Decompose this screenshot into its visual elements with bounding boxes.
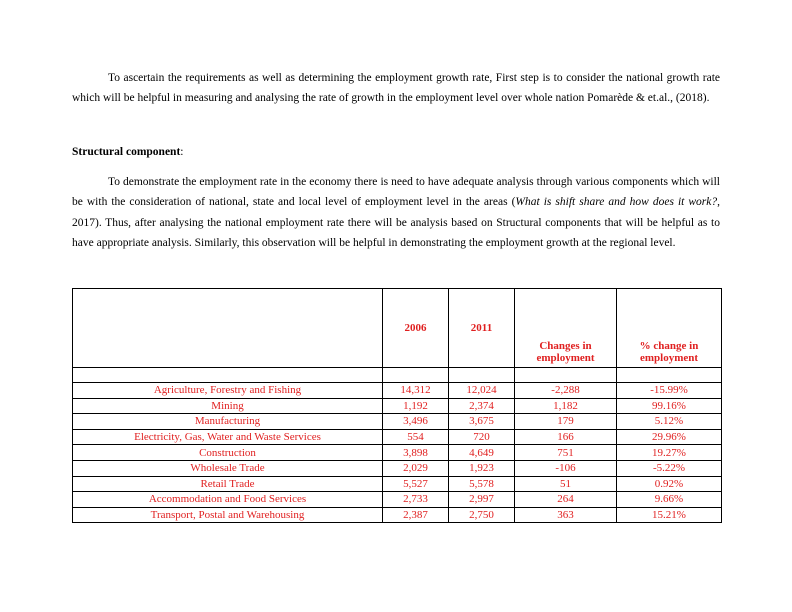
table-row [73,476,722,492]
table-row [73,507,722,523]
value-cell: 2,374 [449,398,515,414]
value-cell: 99.16% [617,398,722,414]
industry-cell: Wholesale Trade [73,460,383,476]
value-cell: -106 [515,460,617,476]
value-cell: 2,997 [449,492,515,508]
industry-cell: Electricity, Gas, Water and Waste Services [73,429,383,445]
industry-cell: Transport, Postal and Warehousing [73,507,383,523]
structural-paragraph-after: , 2017). Thus, after analysing the national employment rate there will be analysis based on Structural components that will be helpful as to have appropriate analysis. Similarly, this observation will be helpful in demonstrating the employment growth at the regional level. [72,196,720,250]
industry-cell: Accommodation and Food Services [73,492,383,508]
value-cell: 5.12% [617,414,722,430]
value-cell: 2,387 [383,507,449,523]
value-cell: 363 [515,507,617,523]
employment-table [72,288,722,523]
table-header-row [73,289,722,368]
table-row [73,383,722,399]
value-cell: 9.66% [617,492,722,508]
value-cell: 12,024 [449,383,515,399]
table-row [73,445,722,461]
industry-cell: Agriculture, Forestry and Fishing [73,383,383,399]
value-cell: 2,750 [449,507,515,523]
value-cell: -5.22% [617,460,722,476]
value-cell: 4,649 [449,445,515,461]
value-cell: 3,675 [449,414,515,430]
table-row [73,429,722,445]
industry-cell: Manufacturing [73,414,383,430]
table-blank-row [73,368,722,383]
table-row [73,492,722,508]
structural-paragraph-before: To demonstrate the employment rate in the economy there is need to have adequate analysis through various components which will be with the consideration of national, state and local level of employment level in the areas ( [72,176,720,209]
value-cell: 179 [515,414,617,430]
value-cell: 5,578 [449,476,515,492]
value-cell: 29.96% [617,429,722,445]
section-heading-label: Structural component [72,146,181,158]
value-cell: 3,496 [383,414,449,430]
industry-cell: Mining [73,398,383,414]
section-heading-suffix: : [180,146,184,158]
value-cell: 751 [515,445,617,461]
value-cell: -15.99% [617,383,722,399]
value-cell: 0.92% [617,476,722,492]
value-cell: 2,029 [383,460,449,476]
table-row [73,414,722,430]
header-cell-industry [73,289,383,368]
table-row [73,398,722,414]
section-heading [72,142,720,162]
value-cell: 2,733 [383,492,449,508]
value-cell: 3,898 [383,445,449,461]
header-cell-2011: 2011 [449,289,515,368]
value-cell: 15.21% [617,507,722,523]
value-cell: 1,923 [449,460,515,476]
value-cell: 166 [515,429,617,445]
intro-paragraph: To ascertain the requirements as well as determining the employment growth rate, First step is to consider the national growth rate which will be helpful in measuring and analysing the rate of growth in the employment level over whole nation Pomarède & et.al., (2018). [72,72,720,105]
value-cell: 14,312 [383,383,449,399]
table-body [73,383,722,523]
value-cell: 720 [449,429,515,445]
header-cell-change: Changes in employment [515,289,617,368]
value-cell: 1,182 [515,398,617,414]
value-cell: 5,527 [383,476,449,492]
industry-cell: Retail Trade [73,476,383,492]
header-cell-2006: 2006 [383,289,449,368]
value-cell: 1,192 [383,398,449,414]
header-cell-percent-change: % change in employment [617,289,722,368]
industry-cell: Construction [73,445,383,461]
value-cell: 264 [515,492,617,508]
citation-title: What is shift share and how does it work? [515,196,718,209]
value-cell: -2,288 [515,383,617,399]
value-cell: 19.27% [617,445,722,461]
structural-paragraph [72,172,720,254]
value-cell: 554 [383,429,449,445]
table-row [73,460,722,476]
value-cell: 51 [515,476,617,492]
